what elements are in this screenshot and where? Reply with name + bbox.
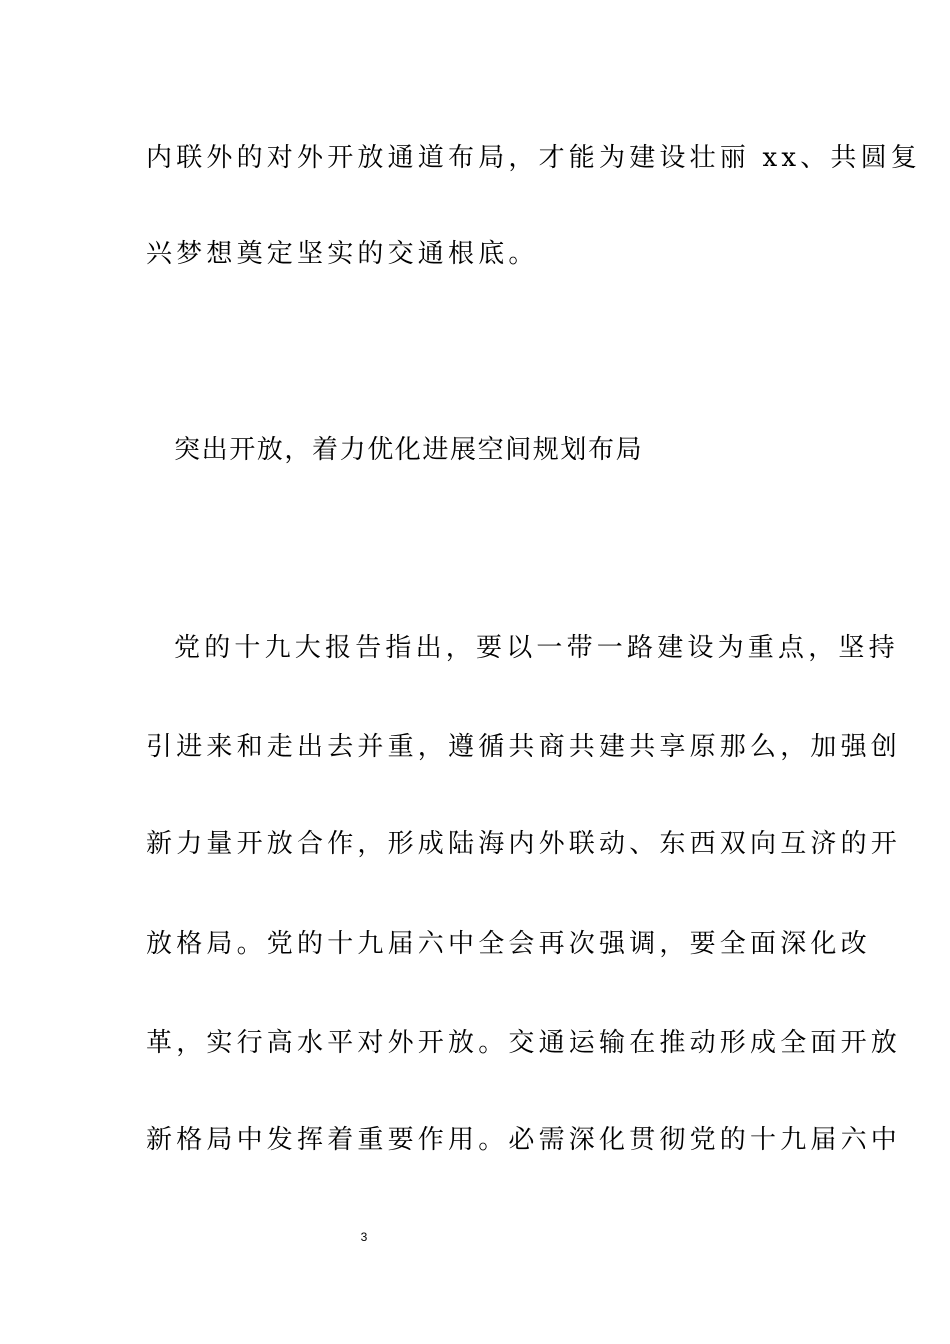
paragraph-2-line-4: 放格局。党的十九届六中全会再次强调，要全面深化改 [146, 929, 871, 959]
paragraph-2-line-2: 引进来和走出去并重，遵循共商共建共享原那么，加强创 [146, 732, 902, 762]
page-number: 3 [360, 1230, 368, 1244]
paragraph-1-line-2: 兴梦想奠定坚实的交通根底。 [146, 239, 539, 269]
section-heading: 突出开放，着力优化进展空间规划布局 [174, 435, 644, 465]
paragraph-2-line-3: 新力量开放合作，形成陆海内外联动、东西双向互济的开 [146, 829, 902, 859]
paragraph-2-line-1: 党的十九大报告指出，要以一带一路建设为重点，坚持 [174, 633, 899, 663]
paragraph-1-line-1: 内联外的对外开放通道布局，才能为建设壮丽 xx、共圆复 [146, 143, 921, 173]
paragraph-2-line-6: 新格局中发挥着重要作用。必需深化贯彻党的十九届六中 [146, 1125, 902, 1155]
paragraph-2-line-5: 革，实行高水平对外开放。交通运输在推动形成全面开放 [146, 1028, 902, 1058]
